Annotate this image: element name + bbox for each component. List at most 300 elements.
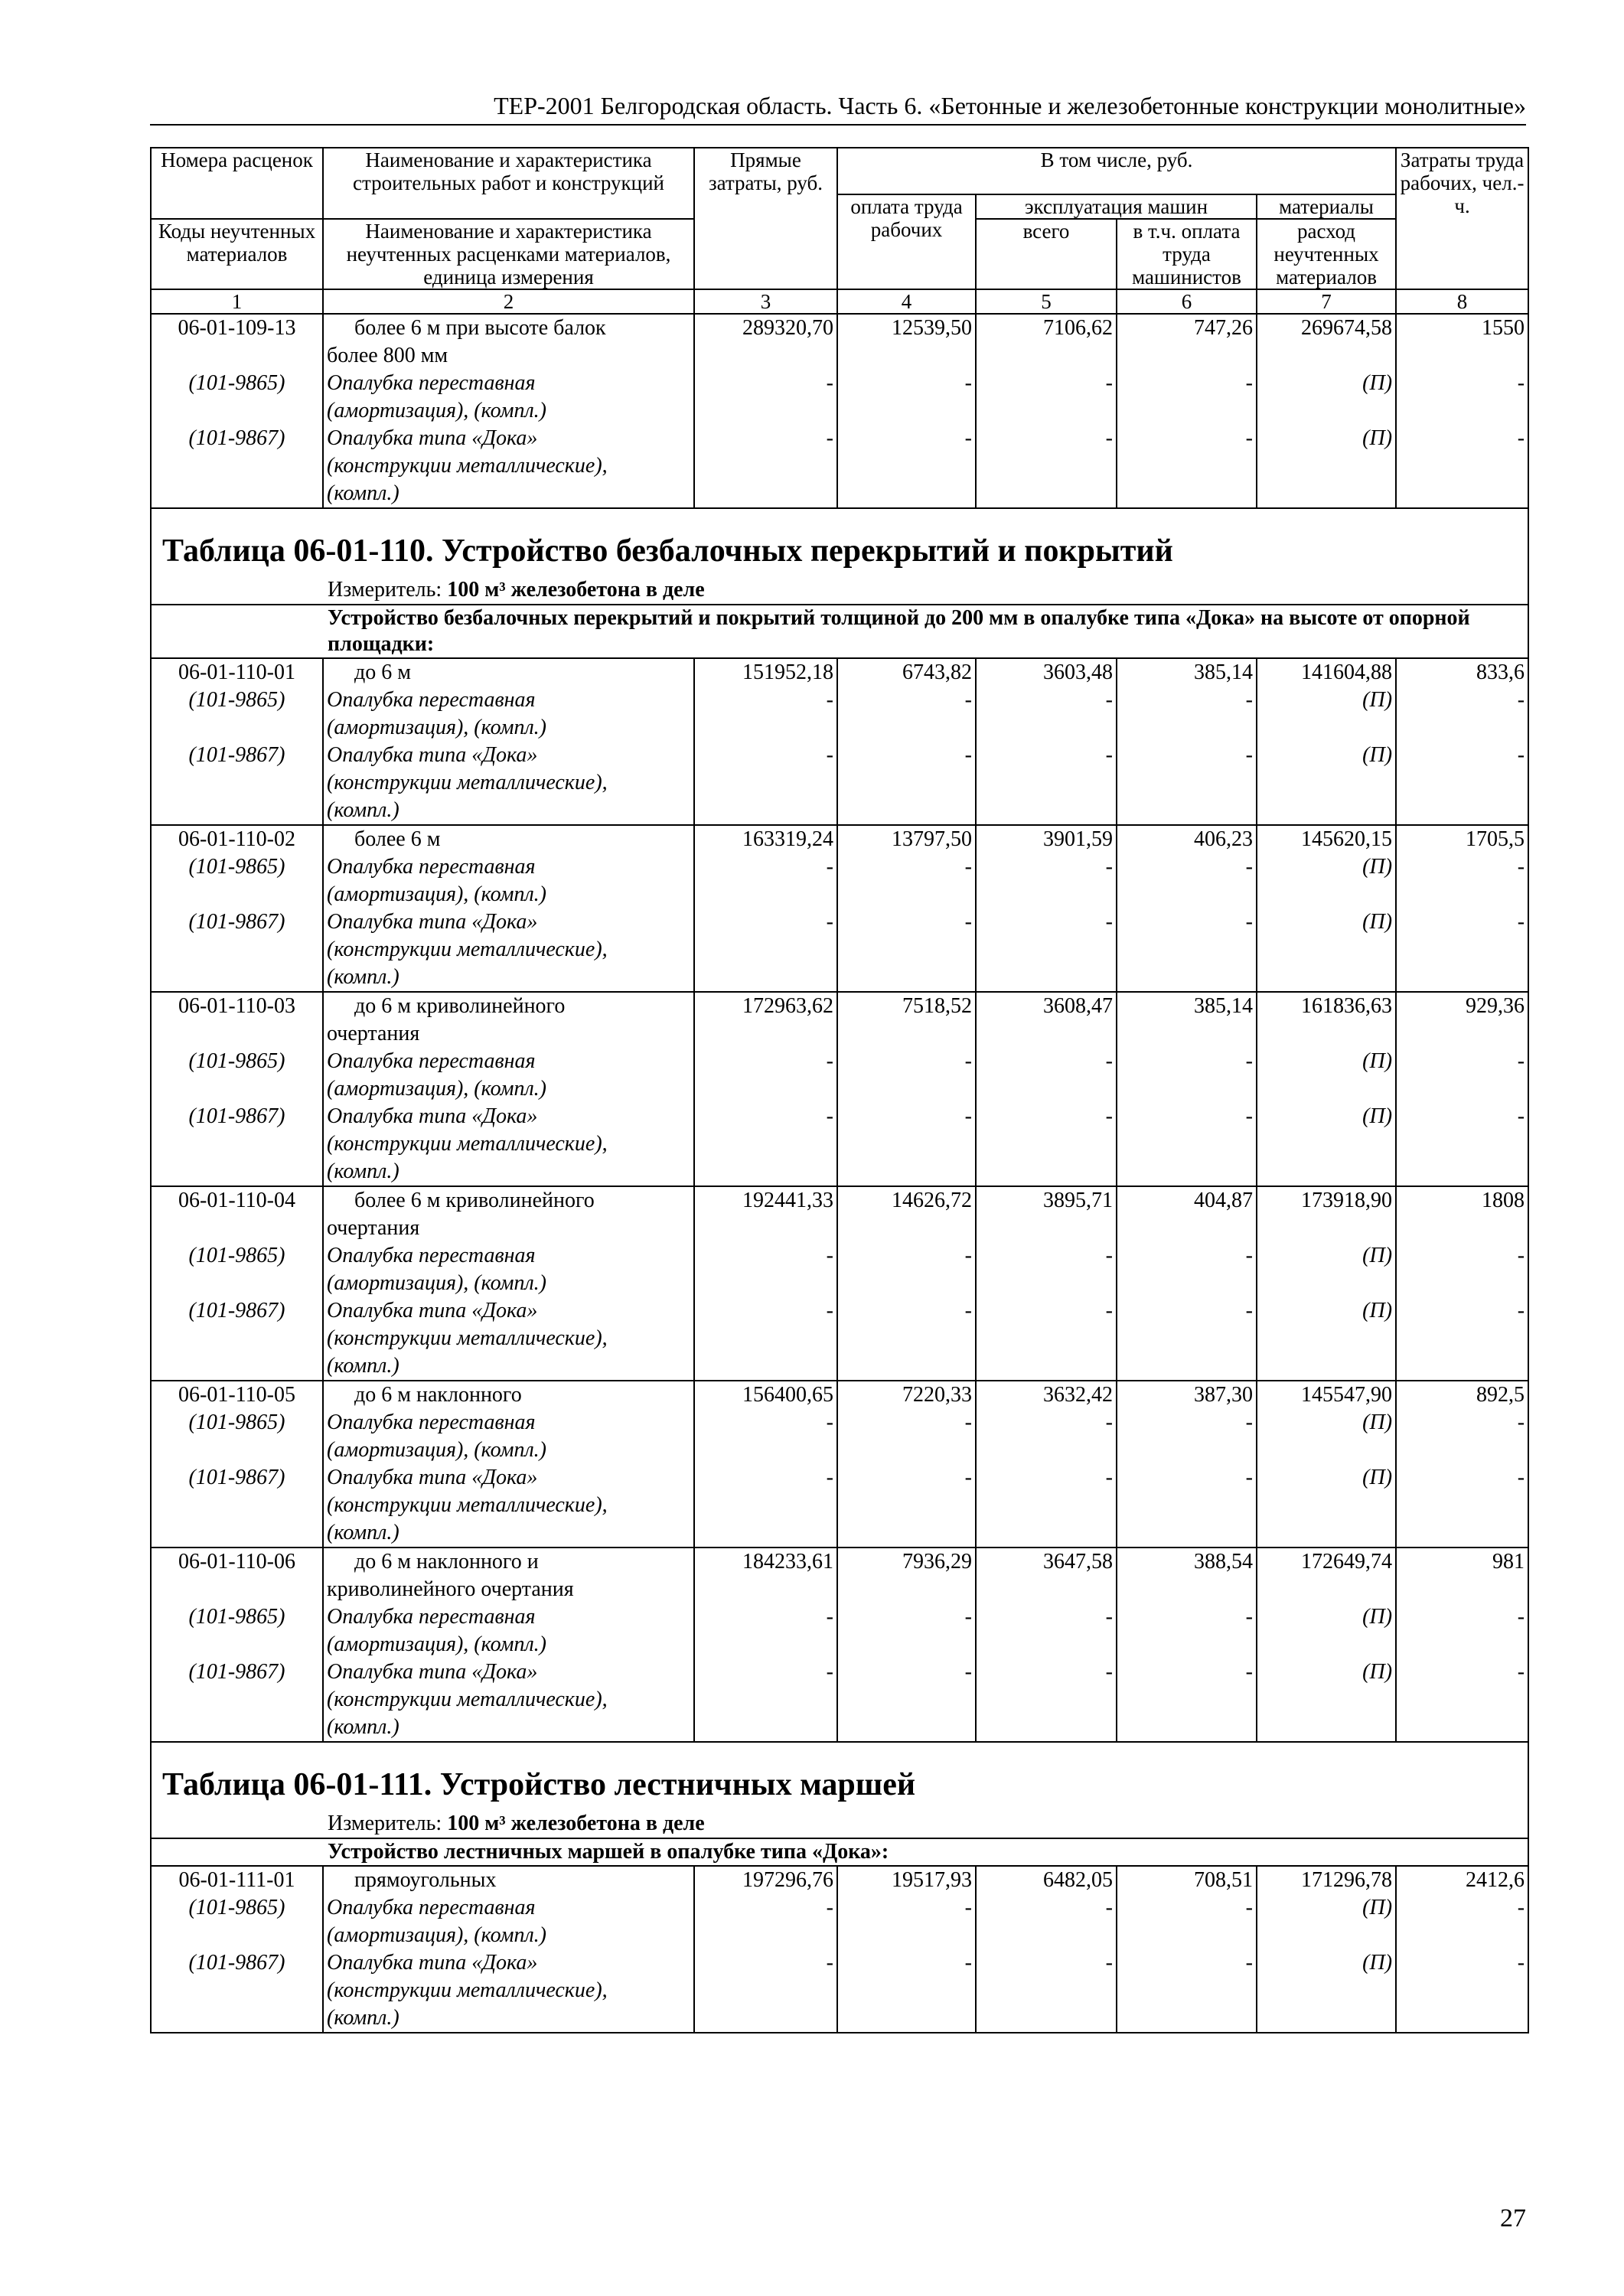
dash-value: -: [694, 908, 837, 936]
empty-cell: [694, 1631, 837, 1658]
rate-name: более 6 м: [323, 825, 694, 853]
dash-value: -: [1396, 1409, 1528, 1437]
table-row: [151, 881, 1528, 908]
rate-value: 14626,72: [837, 1186, 976, 1215]
empty-cell: [694, 936, 837, 964]
material-mark: (П): [1257, 687, 1396, 714]
dash-value: -: [976, 742, 1117, 769]
material-name-cont: (амортизация), (компл.): [323, 1270, 694, 1297]
dash-value: -: [694, 1603, 837, 1631]
empty-cell: [976, 1158, 1117, 1186]
page-number: 27: [1500, 2204, 1526, 2232]
empty-cell: [1257, 1519, 1396, 1548]
dash-value: -: [837, 908, 976, 936]
dash-value: -: [1117, 1949, 1257, 1977]
table-row: [151, 908, 1528, 936]
table-row: [151, 1158, 1528, 1186]
material-name: Опалубка типа «Дока»: [323, 742, 694, 769]
dash-value: -: [1396, 1464, 1528, 1492]
dash-value: -: [694, 1894, 837, 1922]
empty-cell: [1257, 1492, 1396, 1519]
empty-cell: [151, 1020, 323, 1048]
empty-cell: [1396, 342, 1528, 370]
table-row: [151, 1519, 1528, 1548]
dash-value: -: [976, 687, 1117, 714]
dash-value: -: [694, 853, 837, 881]
empty-cell: [1257, 452, 1396, 480]
empty-cell: [151, 1075, 323, 1103]
material-name: Опалубка типа «Дока»: [323, 1297, 694, 1325]
rate-value: 406,23: [1117, 825, 1257, 853]
material-mark: (П): [1257, 1103, 1396, 1130]
empty-cell: [837, 769, 976, 797]
column-numbers-row: [151, 289, 1528, 314]
empty-cell: [1396, 881, 1528, 908]
material-name-cont: (компл.): [323, 1714, 694, 1742]
empty-cell: [1117, 964, 1257, 992]
rate-value: 141604,88: [1257, 658, 1396, 687]
rate-value: 171296,78: [1257, 1866, 1396, 1894]
empty-cell: [1257, 936, 1396, 964]
empty-cell: [694, 1714, 837, 1742]
rate-value: 19517,93: [837, 1866, 976, 1894]
rate-code: 06-01-110-06: [151, 1548, 323, 1576]
dash-value: -: [1117, 1603, 1257, 1631]
column-number: 7: [1257, 289, 1396, 314]
dash-value: -: [1396, 742, 1528, 769]
dash-value: -: [1396, 370, 1528, 397]
rate-value: 387,30: [1117, 1381, 1257, 1409]
material-name-cont: (конструкции металлические),: [323, 936, 694, 964]
table-row: [151, 1576, 1528, 1603]
rate-name: до 6 м криволинейного: [323, 992, 694, 1020]
material-mark: (П): [1257, 1242, 1396, 1270]
dash-value: -: [837, 1658, 976, 1686]
dash-value: -: [976, 1603, 1117, 1631]
material-name-cont: (амортизация), (компл.): [323, 1437, 694, 1464]
table-row: [151, 1242, 1528, 1270]
empty-cell: [976, 1352, 1117, 1381]
material-code: (101-9865): [151, 687, 323, 714]
material-name-cont: (компл.): [323, 1158, 694, 1186]
empty-cell: [151, 1270, 323, 1297]
table-row: [151, 1409, 1528, 1437]
empty-cell: [151, 342, 323, 370]
empty-cell: [837, 1075, 976, 1103]
empty-cell: [1396, 1922, 1528, 1949]
dash-value: -: [1117, 370, 1257, 397]
dash-value: -: [1117, 908, 1257, 936]
rate-value: 184233,61: [694, 1548, 837, 1576]
empty-cell: [694, 2004, 837, 2033]
empty-cell: [1396, 1130, 1528, 1158]
material-mark: (П): [1257, 908, 1396, 936]
empty-cell: [1396, 769, 1528, 797]
material-code: (101-9865): [151, 853, 323, 881]
material-mark: (П): [1257, 1048, 1396, 1075]
empty-cell: [1117, 1922, 1257, 1949]
empty-cell: [976, 1519, 1117, 1548]
empty-cell: [694, 452, 837, 480]
empty-cell: [837, 964, 976, 992]
rate-value: 151952,18: [694, 658, 837, 687]
material-name: Опалубка переставная: [323, 1409, 694, 1437]
empty-cell: [1257, 2004, 1396, 2033]
rate-value: 12539,50: [837, 314, 976, 342]
rate-code: 06-01-110-03: [151, 992, 323, 1020]
rate-value: 385,14: [1117, 992, 1257, 1020]
table-row: [151, 314, 1528, 342]
empty-cell: [837, 1714, 976, 1742]
empty-cell: [1396, 1977, 1528, 2004]
empty-cell: [1257, 1075, 1396, 1103]
material-name: Опалубка переставная: [323, 853, 694, 881]
empty-cell: [837, 1325, 976, 1352]
empty-cell: [151, 1714, 323, 1742]
table-row: [151, 769, 1528, 797]
empty-cell: [1117, 397, 1257, 425]
rate-name-cont: более 800 мм: [323, 342, 694, 370]
material-code: (101-9865): [151, 370, 323, 397]
empty-cell: [1396, 1714, 1528, 1742]
header-work-name: Наименование и характеристика строительных работ и конструкций: [323, 148, 694, 194]
material-name-cont: (конструкции металлические),: [323, 1130, 694, 1158]
rate-value: 833,6: [1396, 658, 1528, 687]
empty-cell: [976, 714, 1117, 742]
dash-value: -: [694, 1409, 837, 1437]
empty-cell: [151, 769, 323, 797]
material-code: (101-9867): [151, 1464, 323, 1492]
rate-value: 1705,5: [1396, 825, 1528, 853]
material-code: (101-9867): [151, 908, 323, 936]
material-name-cont: (амортизация), (компл.): [323, 1075, 694, 1103]
empty-cell: [1396, 1215, 1528, 1242]
empty-cell: [837, 397, 976, 425]
dash-value: -: [837, 1103, 976, 1130]
empty-cell: [976, 1576, 1117, 1603]
empty-cell: [837, 480, 976, 508]
dash-value: -: [694, 1658, 837, 1686]
dash-value: -: [976, 853, 1117, 881]
empty-cell: [151, 881, 323, 908]
dash-value: -: [1117, 1103, 1257, 1130]
table-row: [151, 825, 1528, 853]
empty-cell: [1117, 1631, 1257, 1658]
material-mark: (П): [1257, 425, 1396, 452]
empty-cell: [694, 1130, 837, 1158]
empty-cell: [694, 797, 837, 825]
empty-cell: [1117, 1576, 1257, 1603]
empty-cell: [1117, 2004, 1257, 2033]
material-name-cont: (конструкции металлические),: [323, 1977, 694, 2004]
empty-cell: [837, 1158, 976, 1186]
empty-cell: [1396, 1020, 1528, 1048]
table-row: [151, 1325, 1528, 1352]
material-name: Опалубка переставная: [323, 1048, 694, 1075]
rate-code: 06-01-110-02: [151, 825, 323, 853]
empty-cell: [976, 1631, 1117, 1658]
empty-cell: [976, 936, 1117, 964]
empty-cell: [1117, 1075, 1257, 1103]
empty-cell: [151, 1437, 323, 1464]
table-row: [151, 797, 1528, 825]
rate-code: 06-01-109-13: [151, 314, 323, 342]
dash-value: -: [1396, 425, 1528, 452]
empty-cell: [976, 1215, 1117, 1242]
rate-value: 161836,63: [1257, 992, 1396, 1020]
header-machines-total: всего: [976, 219, 1117, 289]
dash-value: -: [1396, 908, 1528, 936]
empty-cell: [1257, 769, 1396, 797]
material-name: Опалубка переставная: [323, 687, 694, 714]
rate-code: 06-01-110-04: [151, 1186, 323, 1215]
rate-value: 1550: [1396, 314, 1528, 342]
header-labor-cost: Затраты труда рабочих, чел.-ч.: [1396, 148, 1528, 289]
rate-value: 172963,62: [694, 992, 837, 1020]
table-row: [151, 1603, 1528, 1631]
rate-name: до 6 м наклонного: [323, 1381, 694, 1409]
measure-value: 100 м³ железобетона в деле: [447, 1812, 705, 1835]
empty-cell: [1257, 1215, 1396, 1242]
dash-value: -: [837, 1949, 976, 1977]
table-row: [151, 1686, 1528, 1714]
table-row: [151, 1048, 1528, 1075]
material-code: (101-9865): [151, 1603, 323, 1631]
dash-value: -: [1396, 1603, 1528, 1631]
empty-cell: [1396, 1519, 1528, 1548]
empty-cell: [694, 397, 837, 425]
rate-value: 192441,33: [694, 1186, 837, 1215]
table-row: [151, 1215, 1528, 1242]
table-row: [151, 1075, 1528, 1103]
empty-cell: [1117, 1020, 1257, 1048]
empty-cell: [1257, 1437, 1396, 1464]
empty-cell: [837, 1977, 976, 2004]
dash-value: -: [837, 1242, 976, 1270]
rate-value: 6743,82: [837, 658, 976, 687]
table-title-row: [151, 508, 1528, 576]
empty-cell: [694, 964, 837, 992]
empty-cell: [976, 1075, 1117, 1103]
material-mark: (П): [1257, 742, 1396, 769]
table-subtitle: Устройство безбалочных перекрытий и покрытий толщиной до 200 мм в опалубке типа «Дока» на высоте от опорной площадки:: [151, 605, 1528, 658]
empty-cell: [976, 1686, 1117, 1714]
header-materials: материалы: [1257, 194, 1396, 219]
empty-cell: [1117, 797, 1257, 825]
empty-cell: [694, 1519, 837, 1548]
dash-value: -: [1117, 853, 1257, 881]
empty-cell: [694, 1158, 837, 1186]
header-rate-numbers: Номера расценок: [151, 148, 323, 194]
table-row: [151, 1548, 1528, 1576]
empty-cell: [1257, 881, 1396, 908]
material-mark: (П): [1257, 1409, 1396, 1437]
empty-cell: [151, 797, 323, 825]
rate-value: 163319,24: [694, 825, 837, 853]
rate-code: 06-01-110-05: [151, 1381, 323, 1409]
empty-cell: [151, 1158, 323, 1186]
empty-cell: [1396, 1325, 1528, 1352]
table-row: [151, 1020, 1528, 1048]
empty-cell: [694, 1325, 837, 1352]
empty-cell: [1117, 714, 1257, 742]
empty-cell: [151, 397, 323, 425]
empty-cell: [694, 1576, 837, 1603]
rate-value: 3895,71: [976, 1186, 1117, 1215]
empty-cell: [837, 714, 976, 742]
empty-cell: [1117, 342, 1257, 370]
table-row: [151, 964, 1528, 992]
empty-cell: [976, 1437, 1117, 1464]
empty-cell: [1117, 769, 1257, 797]
empty-cell: [976, 1714, 1117, 1742]
column-number: 2: [323, 289, 694, 314]
empty-cell: [1396, 1158, 1528, 1186]
dash-value: -: [1117, 1048, 1257, 1075]
header-labor-pay: оплата труда рабочих: [837, 194, 976, 289]
rate-value: 747,26: [1117, 314, 1257, 342]
dash-value: -: [1396, 1242, 1528, 1270]
empty-cell: [694, 1977, 837, 2004]
empty-cell: [1117, 1437, 1257, 1464]
table-row: [151, 1949, 1528, 1977]
dash-value: -: [1117, 1242, 1257, 1270]
empty-cell: [1117, 1215, 1257, 1242]
empty-cell: [1396, 1270, 1528, 1297]
empty-cell: [151, 1922, 323, 1949]
rate-value: 404,87: [1117, 1186, 1257, 1215]
material-mark: (П): [1257, 1894, 1396, 1922]
dash-value: -: [976, 1464, 1117, 1492]
empty-cell: [1117, 1686, 1257, 1714]
table-row: [151, 1352, 1528, 1381]
dash-value: -: [837, 1464, 976, 1492]
table-row: [151, 425, 1528, 452]
empty-cell: [1257, 342, 1396, 370]
material-name-cont: (компл.): [323, 1352, 694, 1381]
rate-value: 388,54: [1117, 1548, 1257, 1576]
empty-cell: [1257, 1352, 1396, 1381]
table-row: [151, 1894, 1528, 1922]
empty-cell: [1257, 714, 1396, 742]
rate-value: 3647,58: [976, 1548, 1117, 1576]
empty-cell: [837, 452, 976, 480]
column-number: 5: [976, 289, 1117, 314]
empty-cell: [976, 1492, 1117, 1519]
empty-cell: [1117, 881, 1257, 908]
empty-cell: [151, 1631, 323, 1658]
table-row: [151, 1270, 1528, 1297]
dash-value: -: [1396, 1103, 1528, 1130]
empty-cell: [1117, 1714, 1257, 1742]
material-name-cont: (компл.): [323, 1519, 694, 1548]
table-title: Таблица 06-01-111. Устройство лестничных маршей: [151, 1742, 1528, 1810]
rate-value: 173918,90: [1257, 1186, 1396, 1215]
empty-cell: [1117, 1977, 1257, 2004]
dash-value: -: [837, 1297, 976, 1325]
header-direct-costs: Прямые затраты, руб.: [694, 148, 837, 289]
dash-value: -: [976, 370, 1117, 397]
dash-value: -: [1117, 1409, 1257, 1437]
material-code: (101-9865): [151, 1048, 323, 1075]
dash-value: -: [976, 1103, 1117, 1130]
material-name-cont: (амортизация), (компл.): [323, 881, 694, 908]
dash-value: -: [1117, 742, 1257, 769]
table-title-row: [151, 1742, 1528, 1810]
rate-value: 6482,05: [976, 1866, 1117, 1894]
empty-cell: [1257, 1714, 1396, 1742]
material-name-cont: (компл.): [323, 2004, 694, 2033]
empty-cell: [976, 964, 1117, 992]
table-row: [151, 742, 1528, 769]
table-row: [151, 2004, 1528, 2033]
empty-cell: [837, 1631, 976, 1658]
dash-value: -: [976, 1658, 1117, 1686]
empty-cell: [694, 1270, 837, 1297]
subtitle-row: [151, 1838, 1528, 1866]
dash-value: -: [837, 742, 976, 769]
dash-value: -: [837, 370, 976, 397]
table-row: [151, 1492, 1528, 1519]
empty-cell: [151, 1492, 323, 1519]
material-name-cont: (амортизация), (компл.): [323, 714, 694, 742]
empty-cell: [1117, 1492, 1257, 1519]
rate-value: 929,36: [1396, 992, 1528, 1020]
material-code: (101-9867): [151, 742, 323, 769]
empty-cell: [1396, 1437, 1528, 1464]
material-code: (101-9867): [151, 1949, 323, 1977]
empty-cell: [976, 1977, 1117, 2004]
rate-name-cont: криволинейного очертания: [323, 1576, 694, 1603]
empty-cell: [1257, 797, 1396, 825]
table-row: [151, 658, 1528, 687]
table-row: [151, 1977, 1528, 2004]
empty-cell: [1257, 1325, 1396, 1352]
table-row: [151, 1297, 1528, 1325]
dash-value: -: [1396, 1894, 1528, 1922]
empty-cell: [1117, 1352, 1257, 1381]
material-name: Опалубка переставная: [323, 1603, 694, 1631]
table-row: [151, 1103, 1528, 1130]
empty-cell: [151, 1576, 323, 1603]
material-code: (101-9867): [151, 1297, 323, 1325]
empty-cell: [837, 1130, 976, 1158]
table-row: [151, 1186, 1528, 1215]
empty-cell: [1257, 1130, 1396, 1158]
material-name: Опалубка переставная: [323, 1894, 694, 1922]
table-row: [151, 480, 1528, 508]
empty-cell: [837, 1492, 976, 1519]
material-name-cont: (компл.): [323, 797, 694, 825]
empty-cell: [151, 1977, 323, 2004]
rate-value: 3603,48: [976, 658, 1117, 687]
rate-value: 289320,70: [694, 314, 837, 342]
empty-cell: [694, 1215, 837, 1242]
material-mark: (П): [1257, 1603, 1396, 1631]
empty-cell: [1396, 1576, 1528, 1603]
empty-cell: [1117, 1270, 1257, 1297]
empty-cell: [1117, 936, 1257, 964]
dash-value: -: [694, 1242, 837, 1270]
rate-value: 197296,76: [694, 1866, 837, 1894]
empty-cell: [151, 1519, 323, 1548]
empty-cell: [1117, 1519, 1257, 1548]
empty-cell: [1117, 452, 1257, 480]
empty-cell: [694, 342, 837, 370]
material-mark: (П): [1257, 370, 1396, 397]
rate-code: 06-01-111-01: [151, 1866, 323, 1894]
rate-name: прямоугольных: [323, 1866, 694, 1894]
